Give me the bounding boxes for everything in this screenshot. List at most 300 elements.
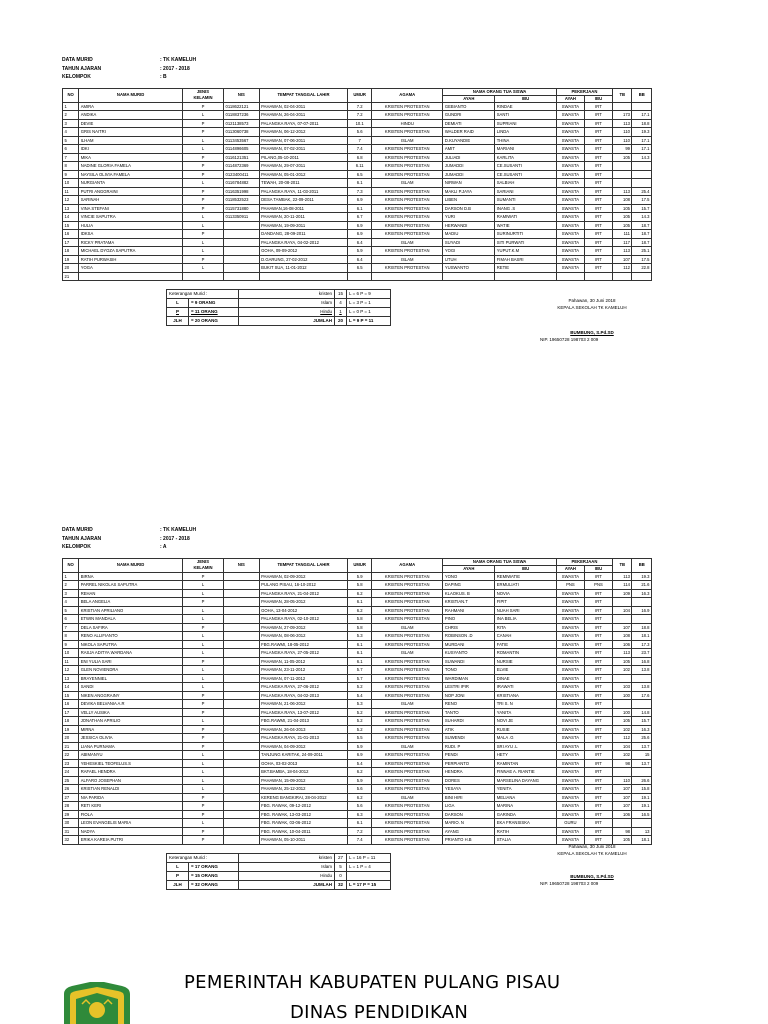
cell-jk: P bbox=[182, 255, 223, 264]
cell-nis bbox=[224, 819, 260, 828]
cell-bb: 16.9 bbox=[632, 606, 652, 615]
cell-ayah: PINO bbox=[443, 615, 495, 624]
cell-no: 4 bbox=[63, 598, 79, 607]
cell-no: 17 bbox=[63, 708, 79, 717]
cell-tb bbox=[613, 598, 632, 607]
sign-role: KEPALA SEKOLAH TK KAMELUH bbox=[557, 305, 627, 310]
cell-nis bbox=[224, 683, 260, 692]
cell-bb: 23.7 bbox=[632, 649, 652, 658]
cell-tb: 105 bbox=[613, 657, 632, 666]
section-kelompok-b bbox=[62, 56, 652, 349]
cell-agama: KRISTEN PROTESTAN bbox=[372, 204, 443, 213]
cell-ttl: PAHAWAN, 07-11-2012 bbox=[259, 674, 348, 683]
cell-pek-ayah: SWASTA bbox=[556, 640, 584, 649]
cell-ttl: TEWAH, 20-08-2011 bbox=[259, 179, 348, 188]
th-bb: BB bbox=[632, 558, 652, 572]
cell-ttl bbox=[259, 272, 348, 281]
cell-umur: 6.1 bbox=[348, 204, 372, 213]
summary-title: Keterangan Murid : bbox=[167, 853, 239, 862]
cell-nama: ABIMANYU bbox=[79, 751, 183, 760]
table-row bbox=[63, 691, 652, 700]
cell-ibu: SUMANTI bbox=[495, 196, 557, 205]
cell-no: 18 bbox=[63, 247, 79, 256]
cell-agama: KRISTEN PROTESTAN bbox=[372, 615, 443, 624]
summary-count: = 32 ORANG bbox=[189, 880, 239, 889]
cell-nama: DEVIE bbox=[79, 119, 183, 128]
table-row bbox=[63, 581, 652, 590]
table-row bbox=[63, 751, 652, 760]
cell-nis: 0121138573 bbox=[224, 119, 260, 128]
summary-label: JUMLAH bbox=[239, 317, 335, 326]
cell-umur: 5.2 bbox=[348, 717, 372, 726]
cell-ttl: BKT.BAMBA, 18-04-2012 bbox=[259, 768, 348, 777]
cell-jk: L bbox=[182, 111, 223, 120]
cell-agama: ISLAM bbox=[372, 649, 443, 658]
cell-ttl: PALANGKA RAYA, 04-02-2012 bbox=[259, 238, 348, 247]
cell-agama: KRISTEN PROTESTAN bbox=[372, 674, 443, 683]
cell-agama: KRISTEN PROTESTAN bbox=[372, 836, 443, 845]
cell-bb: 14.3 bbox=[632, 153, 652, 162]
th-nama: NAMA MURID bbox=[79, 88, 183, 102]
cell-ibu: SALBIAH bbox=[495, 179, 557, 188]
cell-jk: L bbox=[182, 238, 223, 247]
cell-pek-ayah: SWASTA bbox=[556, 170, 584, 179]
cell-no: 15 bbox=[63, 221, 79, 230]
cell-pek-ibu: IRT bbox=[584, 170, 612, 179]
sign-date: Pahawan, 30 Juni 2018 bbox=[568, 843, 616, 849]
cell-pek-ayah: SWASTA bbox=[556, 128, 584, 137]
cell-jk: P bbox=[182, 230, 223, 239]
cell-ayah: SUHARDI bbox=[443, 717, 495, 726]
cell-jk: L bbox=[182, 759, 223, 768]
cell-nis: 0123400411 bbox=[224, 170, 260, 179]
cell-pek-ayah: SWASTA bbox=[556, 759, 584, 768]
cell-nama: MIKA bbox=[79, 153, 183, 162]
cell-ibu: RUSIE bbox=[495, 725, 557, 734]
cell-nama: FIOLA bbox=[79, 810, 183, 819]
cell-no: 20 bbox=[63, 734, 79, 743]
cell-bb: 16.8 bbox=[632, 657, 652, 666]
cell-pek-ibu: IRT bbox=[584, 632, 612, 641]
table-row bbox=[63, 119, 652, 128]
cell-umur: 6.1 bbox=[348, 657, 372, 666]
cell-nis bbox=[224, 793, 260, 802]
cell-jk: L bbox=[182, 649, 223, 658]
cell-pek-ayah: SWASTA bbox=[556, 700, 584, 709]
cell-ibu: YENITA bbox=[495, 785, 557, 794]
cell-ayah: DAPING bbox=[443, 581, 495, 590]
cell-tb: 113 bbox=[613, 572, 632, 581]
cell-pek-ayah: SWASTA bbox=[556, 836, 584, 845]
cell-bb: 14.3 bbox=[632, 213, 652, 222]
cell-bb: 15.7 bbox=[632, 717, 652, 726]
info-row bbox=[62, 543, 652, 552]
cell-no: 7 bbox=[63, 623, 79, 632]
cell-pek-ayah: SWASTA bbox=[556, 674, 584, 683]
cell-nis bbox=[224, 836, 260, 845]
cell-nama: ERIKA KAREIA PUTRI bbox=[79, 836, 183, 845]
cell-pek-ayah: SWASTA bbox=[556, 827, 584, 836]
table-row bbox=[63, 213, 652, 222]
cell-tb: 107 bbox=[613, 623, 632, 632]
cell-pek-ibu: IRT bbox=[584, 136, 612, 145]
summary-count: = 15 ORANG bbox=[189, 871, 239, 880]
cell-nis bbox=[224, 717, 260, 726]
cell-umur: 6.9 bbox=[348, 196, 372, 205]
cell-jk: P bbox=[182, 708, 223, 717]
cell-ayah: YOGI bbox=[443, 247, 495, 256]
cell-umur: 6.2 bbox=[348, 768, 372, 777]
table-row bbox=[63, 170, 652, 179]
cell-umur: 6.4 bbox=[348, 238, 372, 247]
cell-pek-ibu: IRT bbox=[584, 751, 612, 760]
cell-pek-ayah: SWASTA bbox=[556, 204, 584, 213]
cell-ayah: MARIO. N bbox=[443, 819, 495, 828]
summary-count: = 17 ORANG bbox=[189, 862, 239, 871]
cell-ibu bbox=[495, 272, 557, 281]
cell-bb: 26.6 bbox=[632, 776, 652, 785]
sign-name: BUMBUNG, S.Pd.SD bbox=[570, 330, 614, 335]
cell-ayah: HERWANDI bbox=[443, 221, 495, 230]
cell-tb: 102 bbox=[613, 666, 632, 675]
cell-tb: 105 bbox=[613, 221, 632, 230]
cell-agama: KRISTEN PROTESTAN bbox=[372, 657, 443, 666]
cell-nama: KRISTIAN APRILIANO bbox=[79, 606, 183, 615]
cell-pek-ibu: IRT bbox=[584, 640, 612, 649]
cell-tb: 173 bbox=[613, 111, 632, 120]
cell-jk: P bbox=[182, 691, 223, 700]
cell-ibu: INA BELIA bbox=[495, 615, 557, 624]
cell-pek-ayah: SWASTA bbox=[556, 717, 584, 726]
cell-jk: L bbox=[182, 615, 223, 624]
cell-pek-ayah: SWASTA bbox=[556, 802, 584, 811]
cell-ibu: WATIE bbox=[495, 221, 557, 230]
summary-lp: L = 17 P = 15 bbox=[347, 880, 391, 889]
cell-no: 9 bbox=[63, 170, 79, 179]
cell-agama: ISLAM bbox=[372, 623, 443, 632]
cell-nama: AMIRA bbox=[79, 102, 183, 111]
cell-jk: P bbox=[182, 102, 223, 111]
cell-ttl: DANDANG, 28-09-2011 bbox=[259, 230, 348, 239]
cell-tb bbox=[613, 272, 632, 281]
cell-tb: 107 bbox=[613, 255, 632, 264]
cell-pek-ibu: IRT bbox=[584, 179, 612, 188]
cell-ibu: SANTI bbox=[495, 111, 557, 120]
cell-pek-ibu: IRT bbox=[584, 759, 612, 768]
cell-no: 20 bbox=[63, 264, 79, 273]
cell-pek-ayah: SWASTA bbox=[556, 632, 584, 641]
th-ibu: IBU bbox=[495, 95, 557, 102]
cell-nama: KRISTIAN RENALDI bbox=[79, 785, 183, 794]
summary-lp: L = 6 P = 9 bbox=[347, 290, 391, 299]
cell-agama: KRISTEN PROTESTAN bbox=[372, 581, 443, 590]
th-jenis-kelamin: JENIS KELAMIN bbox=[182, 88, 223, 102]
summary-title: Keterangan Murid : bbox=[167, 290, 239, 299]
cell-tb: 105 bbox=[613, 153, 632, 162]
cell-jk: P bbox=[182, 204, 223, 213]
cell-ayah: KRISTIAN.T bbox=[443, 598, 495, 607]
cell-no: 14 bbox=[63, 683, 79, 692]
cell-jk: L bbox=[182, 589, 223, 598]
cell-nama: IDKSA bbox=[79, 230, 183, 239]
cell-nama: SARINAH bbox=[79, 196, 183, 205]
summary-label: L bbox=[167, 862, 189, 871]
cell-pek-ibu: IRT bbox=[584, 742, 612, 751]
cell-ibu: FIMAH BASRI bbox=[495, 255, 557, 264]
cell-bb bbox=[632, 102, 652, 111]
cell-ayah: DARSON bbox=[443, 810, 495, 819]
cell-jk: P bbox=[182, 793, 223, 802]
cell-ayah: SUWANDI bbox=[443, 657, 495, 666]
cell-ttl: PAHAWAN, 02-09-2012 bbox=[259, 572, 348, 581]
summary-label: Islam bbox=[239, 299, 335, 308]
th-nis: NIS bbox=[224, 558, 260, 572]
cell-no: 6 bbox=[63, 145, 79, 154]
cell-bb bbox=[632, 179, 652, 188]
cell-jk: L bbox=[182, 683, 223, 692]
cell-pek-ibu: IRT bbox=[584, 700, 612, 709]
th-pekerjaan: PEKERJAAN bbox=[556, 88, 612, 95]
cell-ttl: FBG. RAWAK, 09-12-2012 bbox=[259, 802, 348, 811]
cell-nama: BIRNA bbox=[79, 572, 183, 581]
cell-nama: NIKEN ANGGRAINY bbox=[79, 691, 183, 700]
cell-ayah: JULIADI bbox=[443, 153, 495, 162]
cell-umur: 5.2 bbox=[348, 708, 372, 717]
cell-umur: 5.3 bbox=[348, 632, 372, 641]
info-label: KELOMPOK bbox=[62, 74, 91, 80]
cell-nama: YEHESKIEL TEOFELUS.S bbox=[79, 759, 183, 768]
cell-nis bbox=[224, 221, 260, 230]
cell-ibu: CANAH bbox=[495, 632, 557, 641]
cell-pek-ibu: IRT bbox=[584, 768, 612, 777]
info-value: : B bbox=[160, 74, 167, 80]
cell-nama: ENI YULIA SARI bbox=[79, 657, 183, 666]
cell-umur: 6.2 bbox=[348, 589, 372, 598]
cell-ayah: DEMIATI bbox=[443, 119, 495, 128]
cell-ttl: GOHA, 13-04-2012 bbox=[259, 606, 348, 615]
info-value: : 2017 - 2018 bbox=[160, 65, 190, 72]
table-row bbox=[63, 247, 652, 256]
cell-ibu: MARINA bbox=[495, 802, 557, 811]
table-row bbox=[63, 623, 652, 632]
cell-no: 8 bbox=[63, 632, 79, 641]
cell-bb: 13.8 bbox=[632, 666, 652, 675]
cell-bb: 13.8 bbox=[632, 683, 652, 692]
cell-jk: P bbox=[182, 657, 223, 666]
cell-ayah: KUSYANTO bbox=[443, 649, 495, 658]
summary-table bbox=[166, 289, 391, 326]
cell-tb bbox=[613, 179, 632, 188]
cell-nama: BELA ANGELIA bbox=[79, 598, 183, 607]
cell-bb bbox=[632, 272, 652, 281]
cell-ibu: DINAE bbox=[495, 674, 557, 683]
cell-pek-ibu: IRT bbox=[584, 153, 612, 162]
student-table bbox=[62, 558, 652, 845]
cell-ayah bbox=[443, 272, 495, 281]
cell-pek-ayah: SWASTA bbox=[556, 136, 584, 145]
info-block bbox=[62, 526, 652, 552]
table-row bbox=[63, 725, 652, 734]
table-row bbox=[63, 674, 652, 683]
cell-pek-ibu: IRT bbox=[584, 162, 612, 171]
summary-lp bbox=[347, 871, 391, 880]
cell-ibu: NOVIA bbox=[495, 589, 557, 598]
cell-tb: 113 bbox=[613, 247, 632, 256]
th-tb: TB bbox=[613, 558, 632, 572]
th-ayah: AYAH bbox=[443, 565, 495, 572]
cell-ttl: BUKIT SUA, 11-01-2012 bbox=[259, 264, 348, 273]
cell-ayah: MADIU bbox=[443, 230, 495, 239]
cell-bb: 18.7 bbox=[632, 238, 652, 247]
cell-jk: P bbox=[182, 623, 223, 632]
cell-nama: YOGA bbox=[79, 264, 183, 273]
cell-ttl: PALANGKA RAYA, 27-06-2012 bbox=[259, 683, 348, 692]
cell-jk: L bbox=[182, 776, 223, 785]
cell-ibu: STALIA bbox=[495, 836, 557, 845]
cell-no: 3 bbox=[63, 119, 79, 128]
cell-umur: 6.3 bbox=[348, 810, 372, 819]
cell-no: 5 bbox=[63, 136, 79, 145]
th-ayah: AYAH bbox=[443, 95, 495, 102]
cell-jk: P bbox=[182, 187, 223, 196]
cell-ibu: FATIE bbox=[495, 640, 557, 649]
cell-pek-ayah: SWASTA bbox=[556, 785, 584, 794]
cell-nis: 0118532523 bbox=[224, 196, 260, 205]
cell-nis bbox=[224, 742, 260, 751]
cell-pek-ayah: SWASTA bbox=[556, 598, 584, 607]
cell-umur: 7.4 bbox=[348, 145, 372, 154]
cell-agama: KRISTEN PROTESTAN bbox=[372, 819, 443, 828]
summary-label: JLH bbox=[167, 880, 189, 889]
cell-no: 13 bbox=[63, 204, 79, 213]
cell-tb: 110 bbox=[613, 128, 632, 137]
summary-label: JUMLAH bbox=[239, 880, 335, 889]
cell-pek-ayah: SWASTA bbox=[556, 768, 584, 777]
cell-nama: RASJA ADITYA WARDANA bbox=[79, 649, 183, 658]
cell-no: 11 bbox=[63, 657, 79, 666]
cell-ttl: PAHAWAN, 23-11-2012 bbox=[259, 666, 348, 675]
summary-lp: L = 0 P = 1 bbox=[347, 308, 391, 317]
cell-nama: RAFAEL HENDRA bbox=[79, 768, 183, 777]
cell-ttl: PAHAWAN, 20-11-2011 bbox=[259, 213, 348, 222]
cell-umur: 6.1 bbox=[348, 640, 372, 649]
cell-bb: 18.8 bbox=[632, 119, 652, 128]
th-jenis-kelamin: JENIS KELAMIN bbox=[182, 558, 223, 572]
cell-ayah: D.KUYANDIE bbox=[443, 136, 495, 145]
cell-bb: 14.8 bbox=[632, 708, 652, 717]
section-kelompok-a bbox=[62, 526, 652, 913]
cell-umur: 5.9 bbox=[348, 247, 372, 256]
cell-nis bbox=[224, 768, 260, 777]
cell-agama: KRISTEN PROTESTAN bbox=[372, 153, 443, 162]
cell-tb: 110 bbox=[613, 776, 632, 785]
table-row bbox=[63, 128, 652, 137]
cell-ibu: MALA .G bbox=[495, 734, 557, 743]
table-row bbox=[63, 264, 652, 273]
table-row bbox=[63, 598, 652, 607]
cell-jk: P bbox=[182, 153, 223, 162]
cell-pek-ibu bbox=[584, 272, 612, 281]
table-row bbox=[63, 272, 652, 281]
cell-agama: KRISTEN PROTESTAN bbox=[372, 230, 443, 239]
cell-agama: KRISTEN PROTESTAN bbox=[372, 111, 443, 120]
cell-nama: VINCIE SAPUTRA bbox=[79, 213, 183, 222]
cell-agama: KRISTEN PROTESTAN bbox=[372, 145, 443, 154]
summary-table bbox=[166, 853, 391, 890]
cell-ibu: CE.SUSANTI bbox=[495, 170, 557, 179]
cell-nama: ILHAM bbox=[79, 136, 183, 145]
summary-count: 32 bbox=[335, 880, 347, 889]
cell-umur: 6.7 bbox=[348, 213, 372, 222]
cell-tb: 111 bbox=[613, 230, 632, 239]
cell-bb: 17.1 bbox=[632, 136, 652, 145]
cell-pek-ibu: IRT bbox=[584, 717, 612, 726]
cell-ttl: PALANGKA RAYA, 07-07-2011 bbox=[259, 119, 348, 128]
cell-ibu: RAMIWATI bbox=[495, 213, 557, 222]
cell-pek-ayah: SWASTA bbox=[556, 751, 584, 760]
cell-pek-ayah: PNS bbox=[556, 581, 584, 590]
cell-umur: 5.8 bbox=[348, 615, 372, 624]
table-row bbox=[63, 666, 652, 675]
summary-lp: L = 9 P = 11 bbox=[347, 317, 391, 326]
cell-pek-ibu: IRT bbox=[584, 119, 612, 128]
cell-no: 21 bbox=[63, 272, 79, 281]
cell-umur: 5.9 bbox=[348, 742, 372, 751]
cell-pek-ibu: IRT bbox=[584, 623, 612, 632]
cell-no: 12 bbox=[63, 196, 79, 205]
info-label: TAHUN AJARAN bbox=[62, 535, 102, 542]
cell-ayah: NOP JONI bbox=[443, 691, 495, 700]
cell-ibu: TRI S. N bbox=[495, 700, 557, 709]
cell-nis bbox=[224, 708, 260, 717]
cell-pek-ayah: SWASTA bbox=[556, 657, 584, 666]
cell-nis: 0114872369 bbox=[224, 162, 260, 171]
cell-agama: ISLAM bbox=[372, 179, 443, 188]
cell-nama: LIANA PURNAMA bbox=[79, 742, 183, 751]
cell-nis bbox=[224, 734, 260, 743]
cell-ayah: NIRWAN bbox=[443, 179, 495, 188]
cell-pek-ibu: IRT bbox=[584, 615, 612, 624]
cell-jk: L bbox=[182, 581, 223, 590]
cell-bb: 16.3 bbox=[632, 725, 652, 734]
cell-nis bbox=[224, 598, 260, 607]
cell-no: 6 bbox=[63, 615, 79, 624]
cell-nama: NIKOLA SAPUTRA bbox=[79, 640, 183, 649]
cell-tb: 112 bbox=[613, 734, 632, 743]
cell-ibu: HETY bbox=[495, 751, 557, 760]
cell-pek-ibu: IRT bbox=[584, 255, 612, 264]
letterhead bbox=[62, 968, 662, 1024]
cell-ayah: BINI HIRI bbox=[443, 793, 495, 802]
cell-ttl: PAHAWAN, 26-04-2013 bbox=[259, 725, 348, 734]
cell-nama: RICKY PRATAMA bbox=[79, 238, 183, 247]
cell-tb: 108 bbox=[613, 196, 632, 205]
cell-agama: KRISTEN PROTESTAN bbox=[372, 598, 443, 607]
cell-jk: P bbox=[182, 725, 223, 734]
cell-pek-ayah: SWASTA bbox=[556, 196, 584, 205]
cell-jk: L bbox=[182, 768, 223, 777]
table-row bbox=[63, 230, 652, 239]
cell-ttl: PAHAWAN, 08-06-2012 bbox=[259, 632, 348, 641]
cell-jk bbox=[182, 272, 223, 281]
cell-no: 32 bbox=[63, 836, 79, 845]
cell-ttl: PAHAWAN, 15-09-2012 bbox=[259, 776, 348, 785]
cell-agama: KRISTEN PROTESTAN bbox=[372, 162, 443, 171]
cell-ttl: PALANGKA RAYA, 27-05-2012 bbox=[259, 649, 348, 658]
cell-jk: P bbox=[182, 162, 223, 171]
cell-nis: 0113350911 bbox=[224, 213, 260, 222]
cell-umur: 6.1 bbox=[348, 179, 372, 188]
